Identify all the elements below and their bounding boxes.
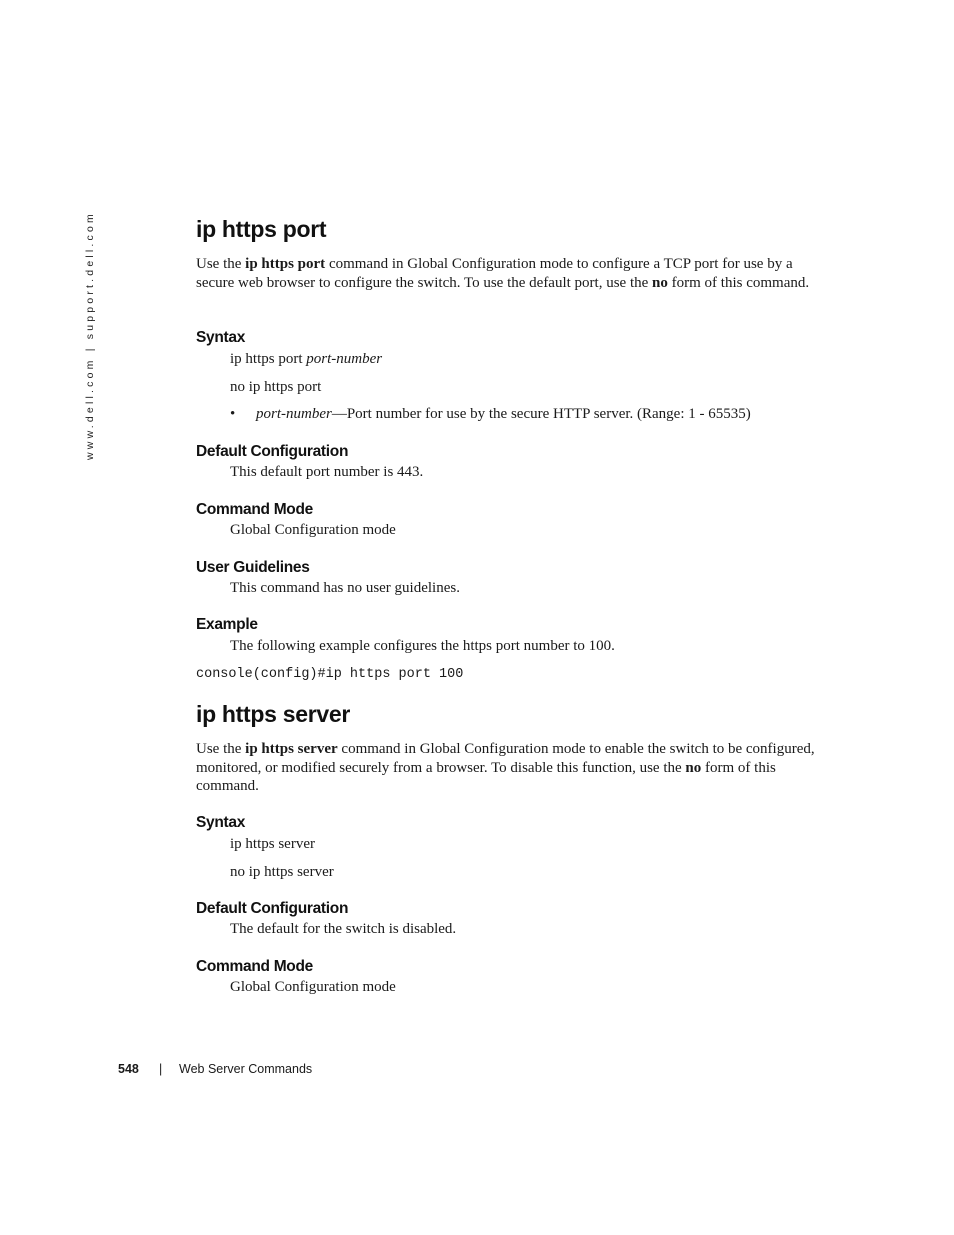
heading-example: Example (196, 616, 258, 633)
syntax-parameter: port-number (306, 351, 383, 367)
intro-text: form of this command. (667, 274, 810, 291)
parameter-description (256, 406, 751, 423)
heading-command-mode: Command Mode (196, 958, 313, 975)
chapter-title: Web Server Commands (179, 1062, 313, 1076)
example-code: console(config)#ip https port 100 (196, 667, 464, 682)
command-mode-text: Global Configuration mode (230, 979, 396, 995)
syntax-command: ip https port (230, 351, 303, 367)
no-keyword: no (685, 759, 702, 776)
intro-text: command in Global Configuration mode to configure a TCP port for use by a secure web browser to configure the switch. To use the default port, use the (196, 256, 793, 291)
heading-syntax: Syntax (196, 814, 246, 831)
syntax-line (230, 350, 382, 369)
section-title-ip-https-port: ip https port (196, 216, 327, 242)
syntax-line-no: no ip https server (230, 864, 334, 880)
heading-command-mode: Command Mode (196, 501, 313, 518)
section-title-ip-https-server: ip https server (196, 701, 350, 727)
page-number: 548 (118, 1062, 139, 1076)
intro-text: Use the (196, 741, 246, 757)
page-footer (118, 1062, 313, 1076)
command-mode-text: Global Configuration mode (230, 522, 396, 538)
syntax-line: ip https server (230, 836, 315, 852)
parameter-name: port-number (256, 406, 332, 422)
heading-user-guidelines: User Guidelines (196, 559, 310, 576)
no-keyword: no (652, 274, 668, 291)
bullet-marker: • (230, 406, 236, 422)
default-configuration-text: This default port number is 443. (230, 464, 424, 480)
intro-text: form of this command. (196, 759, 776, 794)
example-text: The following example configures the https port number to 100. (230, 638, 615, 654)
intro-paragraph-ip-https-server (196, 740, 816, 796)
intro-text: Use the (196, 256, 246, 272)
intro-paragraph-ip-https-port (196, 255, 816, 292)
side-url-margin-text: www.dell.com | support.dell.com (84, 211, 96, 460)
command-name: ip https port (245, 256, 326, 272)
heading-default-configuration: Default Configuration (196, 443, 349, 460)
footer-separator: | (159, 1062, 163, 1076)
syntax-line-no: no ip https port (230, 379, 322, 395)
command-name: ip https server (245, 741, 338, 757)
parameter-text: —Port number for use by the secure HTTP server. (Range: 1 - 65535) (331, 406, 751, 422)
heading-syntax: Syntax (196, 329, 246, 346)
intro-text: command in Global Configuration mode to enable the switch to be configured, monitored, or modified securely from a browser. To disable this function, use the (196, 741, 815, 776)
default-configuration-text: The default for the switch is disabled. (230, 921, 457, 937)
heading-default-configuration: Default Configuration (196, 900, 349, 917)
user-guidelines-text: This command has no user guidelines. (230, 580, 460, 596)
